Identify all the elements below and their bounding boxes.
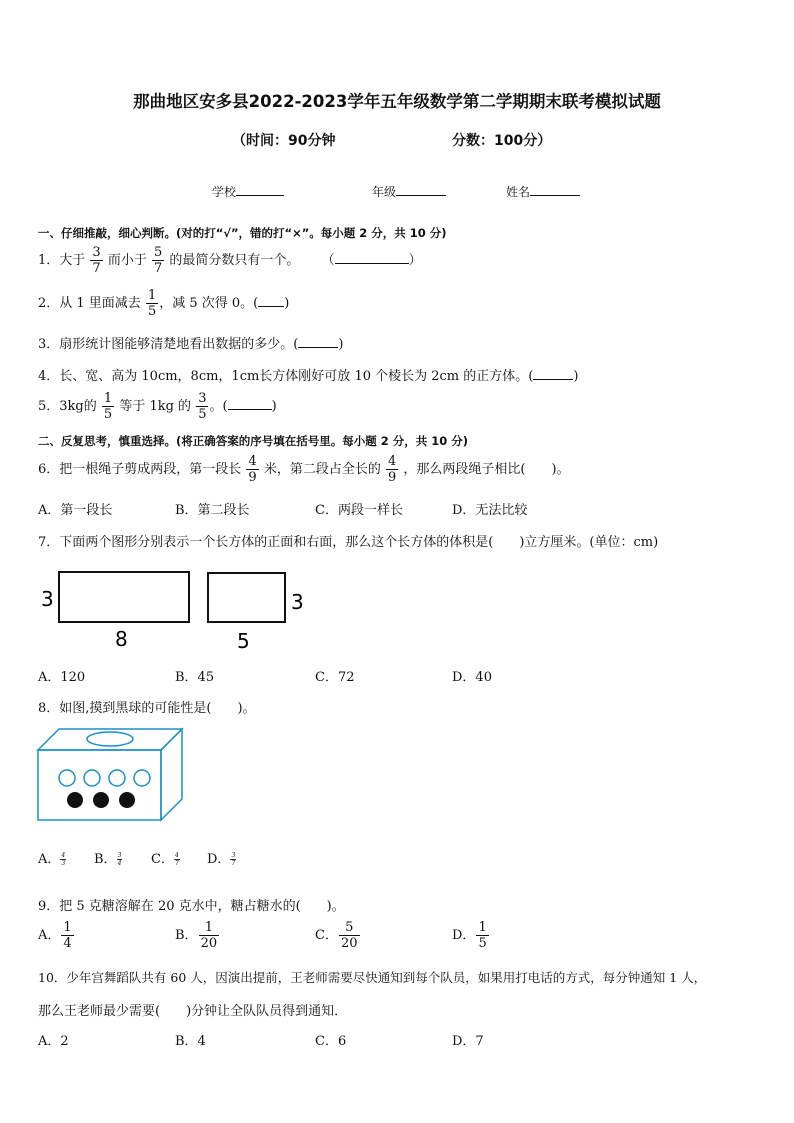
option-d[interactable]: D． $\frac{1}{5}$: [452, 920, 487, 951]
option-c[interactable]: C．两段一样长: [315, 503, 403, 518]
question-8: 8．如图,摸到黑球的可能性是( )。: [38, 701, 256, 716]
ball-box-figure: [35, 726, 187, 826]
option-d[interactable]: D．40: [452, 670, 492, 685]
answer-blank-3[interactable]: [298, 335, 338, 348]
answer-blank-2[interactable]: [258, 294, 284, 307]
white-ball: [134, 770, 150, 786]
question-5: 5．3kg的 $\frac{1}{5}$ 等于 1kg 的 $\frac{3}{5}$ 。( ): [38, 391, 277, 422]
front-view-rect: [59, 572, 189, 622]
name-label: 姓名: [506, 185, 531, 199]
option-a[interactable]: A．2: [38, 1034, 69, 1049]
white-ball: [59, 770, 75, 786]
question-10-line1: 10．少年宫舞蹈队共有 60 人，因演出提前，王老师需要尽快通知到每个队员，如果用打电话的方式，每分钟通知 1 人，: [38, 970, 707, 985]
front-height-label: 3: [41, 587, 54, 611]
white-ball: [109, 770, 125, 786]
question-1: 1．大于 $\frac{3}{7}$ 而小于 $\frac{5}{7}$ 的最简分数只有一个。 （ ）: [38, 245, 422, 276]
answer-blank-5[interactable]: [228, 397, 272, 410]
exam-time: （时间：90分钟: [232, 133, 336, 149]
option-a[interactable]: A． $\frac{1}{4}$: [38, 920, 72, 951]
name-field[interactable]: [506, 183, 580, 200]
option-c[interactable]: C．6: [315, 1034, 347, 1049]
option-a[interactable]: A． $\frac{4}{3}$: [38, 852, 66, 867]
question-2: 2．从 1 里面减去 $\frac{1}{5}$ ，减 5 次得 0。( ): [38, 288, 290, 319]
question-9: 9．把 5 克糖溶解在 20 克水中，糖占糖水的( )。: [38, 899, 345, 914]
option-b[interactable]: B．45: [175, 670, 215, 685]
option-d[interactable]: D． $\frac{3}{7}$: [207, 852, 236, 867]
question-6: 6．把一根绳子剪成两段，第一段长 $\frac{4}{9}$ 米，第二段占全长的 $\frac{4}{9}$ ，那么两段绳子相比( )。: [38, 454, 570, 485]
front-length-label: 8: [115, 627, 128, 651]
option-c[interactable]: C． $\frac{4}{7}$: [151, 852, 179, 867]
box-side: [161, 729, 182, 820]
question-3: 3．扇形统计图能够清楚地看出数据的多少。( ): [38, 337, 344, 352]
option-a[interactable]: A．120: [38, 670, 86, 685]
box-opening: [87, 732, 133, 746]
fraction: $\frac{3}{7}$: [92, 245, 101, 276]
answer-blank-1[interactable]: [335, 251, 409, 264]
option-b[interactable]: B．第二段长: [175, 503, 250, 518]
fraction: $\frac{5}{7}$: [154, 245, 163, 276]
black-ball: [119, 792, 135, 808]
question-10-line2: 那么王老师最少需要( )分钟让全队队员得到通知．: [38, 1004, 348, 1019]
option-d[interactable]: D．7: [452, 1034, 484, 1049]
option-b[interactable]: B． $\frac{1}{20}$: [175, 920, 218, 951]
answer-blank-4[interactable]: [533, 367, 573, 380]
right-width-label: 5: [237, 629, 250, 653]
cuboid-views-figure: [35, 566, 315, 654]
section2-heading: 二、反复思考，慎重选择。(将正确答案的序号填在括号里。每小题 2 分，共 10 分): [38, 434, 469, 448]
option-d[interactable]: D．无法比较: [452, 503, 528, 518]
fraction: $\frac{4}{9}$: [248, 454, 257, 485]
fraction: $\frac{1}{5}$: [147, 288, 157, 319]
right-view-rect: [208, 573, 285, 622]
grade-field[interactable]: [372, 183, 446, 200]
black-ball: [67, 792, 83, 808]
grade-blank[interactable]: [396, 183, 446, 196]
right-height-label: 3: [291, 590, 304, 614]
white-ball: [84, 770, 100, 786]
fraction: $\frac{1}{5}$: [103, 391, 113, 422]
grade-label: 年级: [372, 185, 397, 199]
fraction: $\frac{4}{9}$: [388, 454, 397, 485]
question-4: 4．长、宽、高为 10cm，8cm，1cm长方体刚好可放 10 个棱长为 2cm 的正方体。( ): [38, 369, 579, 384]
fraction: $\frac{3}{5}$: [198, 391, 207, 422]
exam-score: 分数：100分）: [452, 133, 552, 149]
school-blank[interactable]: [236, 183, 284, 196]
option-a[interactable]: A．第一段长: [38, 503, 113, 518]
section1-heading: 一、仔细推敲，细心判断。(对的打“√”，错的打“×”。每小题 2 分，共 10 分): [38, 226, 447, 240]
page-title: 那曲地区安多县2022-2023学年五年级数学第二学期期末联考模拟试题: [133, 92, 661, 111]
question-7: 7．下面两个图形分别表示一个长方体的正面和右面，那么这个长方体的体积是( )立方厘米。(单位：cm): [38, 535, 659, 550]
option-c[interactable]: C．72: [315, 670, 355, 685]
option-b[interactable]: B． $\frac{3}{4}$: [94, 852, 122, 867]
name-blank[interactable]: [530, 183, 580, 196]
option-c[interactable]: C． $\frac{5}{20}$: [315, 920, 358, 951]
school-label: 学校: [212, 185, 237, 199]
school-field[interactable]: [212, 183, 284, 200]
black-ball: [93, 792, 109, 808]
option-b[interactable]: B．4: [175, 1034, 206, 1049]
